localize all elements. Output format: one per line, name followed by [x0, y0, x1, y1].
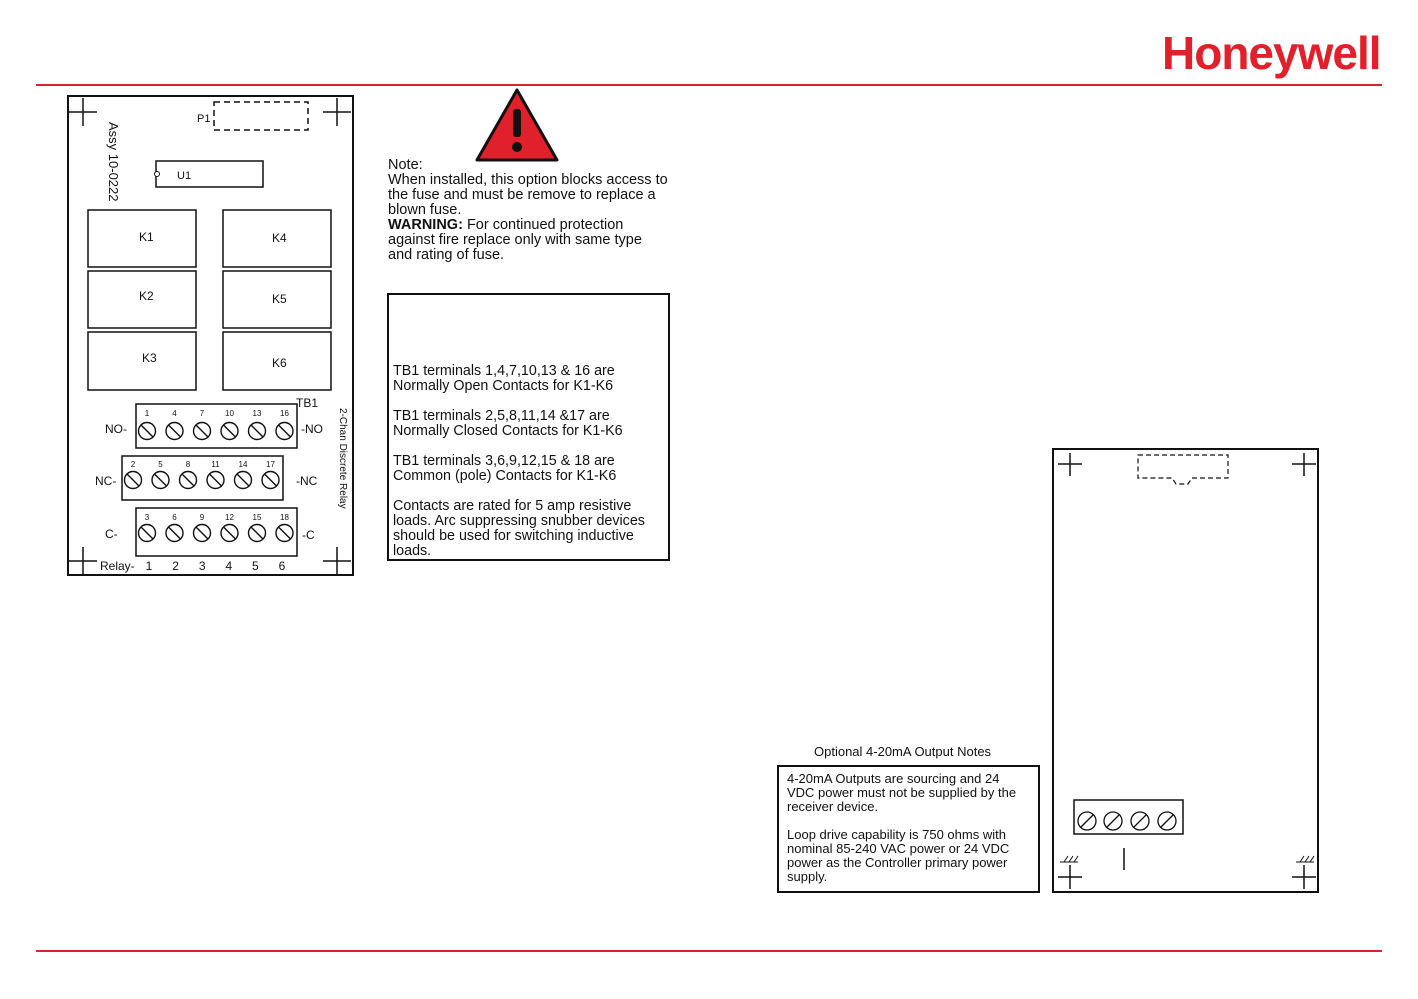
terminal-screw	[166, 423, 183, 440]
terminal-screw	[166, 525, 183, 542]
relay-number: 6	[278, 559, 286, 573]
assy-label: Assy 10-0222	[106, 122, 121, 202]
terminal-number: 10	[225, 409, 234, 418]
output-notes-box	[777, 765, 1040, 893]
k3-label: K3	[142, 351, 157, 365]
terminal-info-box	[387, 293, 670, 561]
bottom-rule	[36, 950, 1382, 952]
terminal-number: 9	[199, 513, 205, 522]
terminal-number: 3	[144, 513, 150, 522]
k5-label: K5	[272, 292, 287, 306]
nc-left-label: NC-	[95, 474, 117, 488]
terminal-screw	[262, 472, 279, 489]
terminal-screw	[139, 525, 156, 542]
no-terminal-block	[136, 404, 297, 448]
terminal-number: 4	[172, 409, 177, 418]
terminal-screw	[276, 525, 293, 542]
output-board-diagram	[1050, 446, 1322, 896]
output-note-1: 4-20mA Outputs are sourcing and 24 VDC power must not be supplied by the receiver device.	[787, 771, 1017, 814]
output-note-2: Loop drive capability is 750 ohms with nominal 85-240 VAC power or 24 VDC power as the Controller primary power supply.	[787, 827, 1010, 884]
c-left-label: C-	[105, 527, 118, 541]
tb1-label: TB1	[296, 396, 319, 410]
terminal-screw	[194, 423, 211, 440]
k6-label: K6	[272, 356, 287, 370]
relay-number: 4	[225, 559, 233, 573]
output-board-outline	[1053, 449, 1318, 892]
terminal-number: 16	[280, 409, 289, 418]
terminal-screw	[194, 525, 211, 542]
terminal-screw	[249, 423, 266, 440]
u1-label: U1	[177, 170, 192, 182]
terminal-number: 13	[252, 409, 262, 418]
k4-label: K4	[272, 231, 287, 245]
terminal-number: 17	[266, 460, 275, 469]
k2-label: K2	[139, 289, 154, 303]
p1-connector	[214, 102, 308, 130]
terminal-screw	[276, 423, 293, 440]
terminal-screw	[221, 525, 238, 542]
k1-label: K1	[139, 230, 154, 244]
relay-board-diagram	[60, 90, 360, 585]
terminal-number: 7	[199, 409, 205, 418]
output-connector	[1138, 455, 1228, 484]
top-rule	[36, 84, 1382, 86]
nc-right-label: -NC	[296, 474, 318, 488]
terminal-screw	[235, 472, 252, 489]
terminal-number: 18	[280, 513, 289, 522]
output-mounting-marks	[1058, 453, 1316, 889]
output-terminal-screws	[1078, 812, 1176, 830]
relay-number: 5	[252, 559, 259, 573]
warning-label: WARNING:	[388, 217, 463, 233]
terminal-screw	[207, 472, 224, 489]
honeywell-logo: Honeywell	[1162, 27, 1381, 79]
terminal-screw	[221, 423, 238, 440]
u1-chip	[156, 161, 263, 187]
note-heading: Note:	[388, 157, 423, 173]
note-text: When installed, this option blocks access to the fuse and must be remove to replace a blown fuse.	[388, 172, 668, 218]
relay-number: 3	[198, 559, 206, 573]
terminal-number: 11	[211, 460, 220, 469]
ground-marks	[1060, 856, 1314, 862]
info-common: TB1 terminals 3,6,9,12,15 & 18 are Common (pole) Contacts for K1-K6	[393, 453, 617, 484]
terminal-screws	[125, 423, 294, 542]
nc-terminal-block	[122, 456, 283, 500]
no-right-label: -NO	[301, 422, 323, 436]
terminal-screw	[180, 472, 197, 489]
terminal-screw	[125, 472, 142, 489]
fuse-note	[388, 158, 668, 263]
terminal-number: 15	[252, 513, 262, 522]
warning-icon	[474, 87, 560, 163]
terminal-screw	[249, 525, 266, 542]
terminal-number: 8	[185, 460, 191, 469]
u1-pin1	[155, 172, 160, 177]
c-terminal-block	[136, 508, 297, 556]
info-no: TB1 terminals 1,4,7,10,13 & 16 are Normally Open Contacts for K1-K6	[393, 363, 615, 394]
board-name: 2-Chan Discrete Relay	[337, 408, 348, 509]
p1-label: P1	[197, 113, 211, 125]
relay-numbers	[146, 559, 286, 573]
terminal-number: 2	[130, 460, 136, 469]
terminal-number: 12	[225, 513, 234, 522]
terminal-screw	[152, 472, 169, 489]
c-right-label: -C	[302, 528, 315, 542]
relay-row-label: Relay-	[100, 559, 135, 573]
relay-number: 1	[145, 559, 153, 573]
terminal-number: 5	[158, 460, 163, 469]
info-rating: Contacts are rated for 5 amp resistive loads. Arc suppressing snubber devices should be used for switching inductive loads.	[393, 498, 645, 559]
terminal-number: 1	[144, 409, 150, 418]
output-notes-title: Optional 4-20mA Output Notes	[814, 744, 992, 759]
terminal-screw	[139, 423, 156, 440]
no-left-label: NO-	[105, 422, 127, 436]
warning-text: For continued protection against fire replace only with same type and rating of fuse.	[388, 217, 642, 263]
terminal-number: 14	[238, 460, 248, 469]
info-nc: TB1 terminals 2,5,8,11,14 &17 are Normally Closed Contacts for K1-K6	[393, 408, 623, 439]
relay-number: 2	[172, 559, 179, 573]
terminal-number: 6	[172, 513, 177, 522]
